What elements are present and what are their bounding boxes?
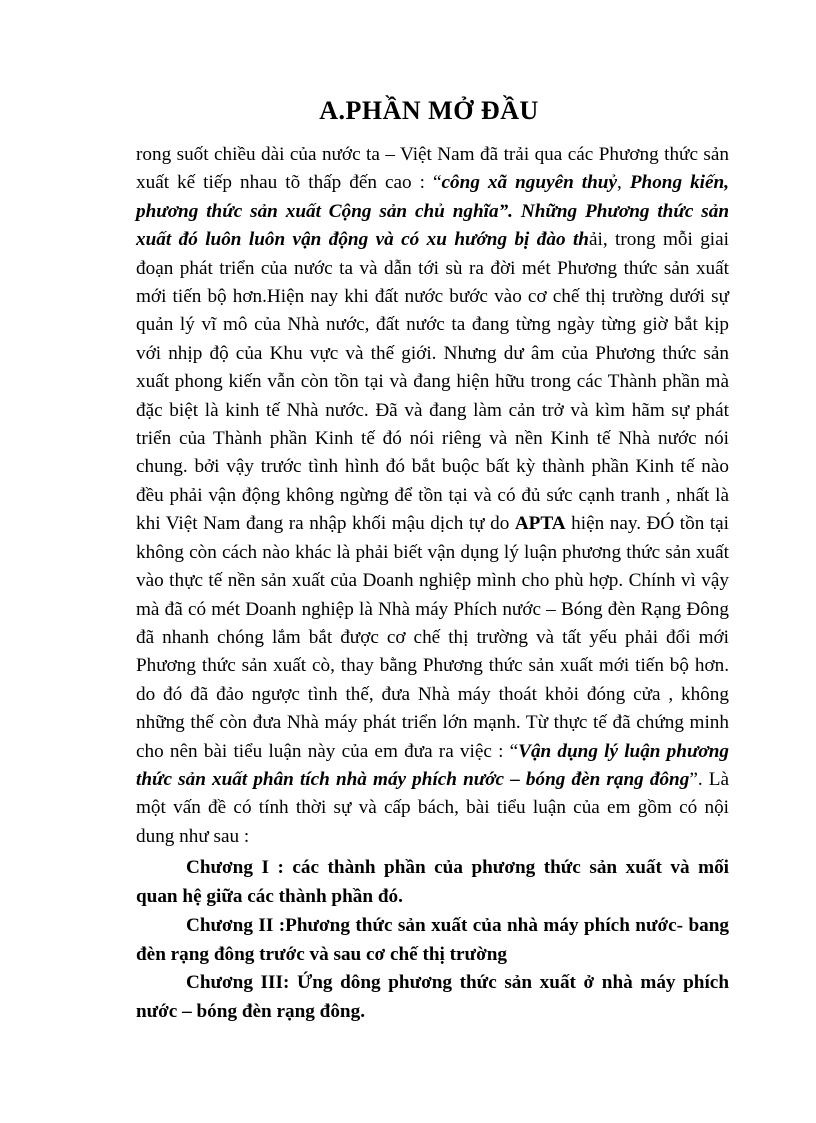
chapter-item: Chương III: Ứng dông phương thức sản xuất ở nhà máy phích nước – bóng đèn rạng đông. bbox=[136, 972, 729, 1023]
intro-paragraph bbox=[136, 141, 729, 851]
intro-emphasis-apta: APTA bbox=[514, 513, 566, 535]
body-text bbox=[136, 141, 729, 1027]
intro-emphasis-2: Phong kiến, phương thức sản xuất Cộng sản chủ nghĩa”. Những Phương thức sản xuất đó luôn luôn vận động và có xu hướng bị đào th bbox=[136, 172, 729, 251]
chapter-list bbox=[136, 854, 729, 1027]
intro-emphasis-1: công xã nguyên thuỷ bbox=[441, 172, 617, 194]
intro-text-5: ”. Là một vấn đề có tính thời sự và cấp bách, bài tiểu luận của em gồm có nội dung như sau : bbox=[136, 768, 729, 847]
intro-emphasis-topic: Vận dụng lý luận phương thức sản xuất phân tích nhà máy phích nước – bóng đèn rạng đông bbox=[136, 740, 729, 790]
intro-text-4: hiện nay. ĐÓ tồn tại không còn cách nào khác là phải biết vận dụng lý luận phương thức sản xuất vào thực tế nền sản xuất của Doanh nghiệp mình cho phù hợp. Chính vì vậy mà đã có mét Doanh nghiệp là Nhà máy Phích nước – Bóng đèn Rạng Đông đã nhanh chóng lắm bắt được cơ chế thị trường và tất yếu phải đổi mới Phương thức sản xuất cò, thay bằng Phương thức sản xuất mới tiến bộ hơn. do đó đã đảo ngược tình thế, đưa Nhà máy thoát khỏi đóng cửa , không những thế còn đưa Nhà máy phát triển lớn mạnh. Từ thực tế đã chứng minh cho nên bài tiểu luận này của em đưa ra việc : “ bbox=[136, 513, 730, 762]
chapter-item: Chương II :Phương thức sản xuất của nhà máy phích nước- bang đèn rạng đông trước và sau cơ chế thị trường bbox=[136, 914, 729, 965]
intro-text-3: ải, trong mỗi giai đoạn phát triển của nước ta và dẫn tới sù ra đời mét Phương thức sản xuất mới tiến bộ hơn.Hiện nay khi đất nước bước vào cơ chế thị trường dưới sự quản lý vĩ mô của Nhà nước, đất nước ta đang từng ngày từng giờ bắt kịp với nhịp độ của Khu vực và thế giới. Nhưng dư âm của Phương thức sản xuất phong kiến vẫn còn tồn tại và đang hiện hữu trong các Thành phần mà đặc biệt là kinh tế Nhà nước. Đã và đang làm cản trở và kìm hãm sự phát triển của Thành phần Kinh tế đó nói riêng và nền Kinh tế Nhà nước nói chung. bởi vậy trước tình hình đó bắt buộc bất kỳ thành phần Kinh tế nào đều phải vận động không ngừng để tồn tại và có đủ sức cạnh tranh , nhất là khi Việt Nam đang ra nhập khối mậu dịch tự do bbox=[136, 229, 729, 535]
intro-text-1: rong suốt chiều dài của nước ta – Việt Nam đã trải qua các Phương thức sản xuất kế tiếp nhau tõ thấp đến cao : “ bbox=[136, 144, 729, 194]
page-title: A.PHẦN MỞ ĐẦU bbox=[319, 96, 539, 125]
intro-text-2: , bbox=[616, 172, 630, 194]
chapter-item: Chương I : các thành phần của phương thức sản xuất và mối quan hệ giữa các thành phần đó. bbox=[136, 857, 729, 907]
